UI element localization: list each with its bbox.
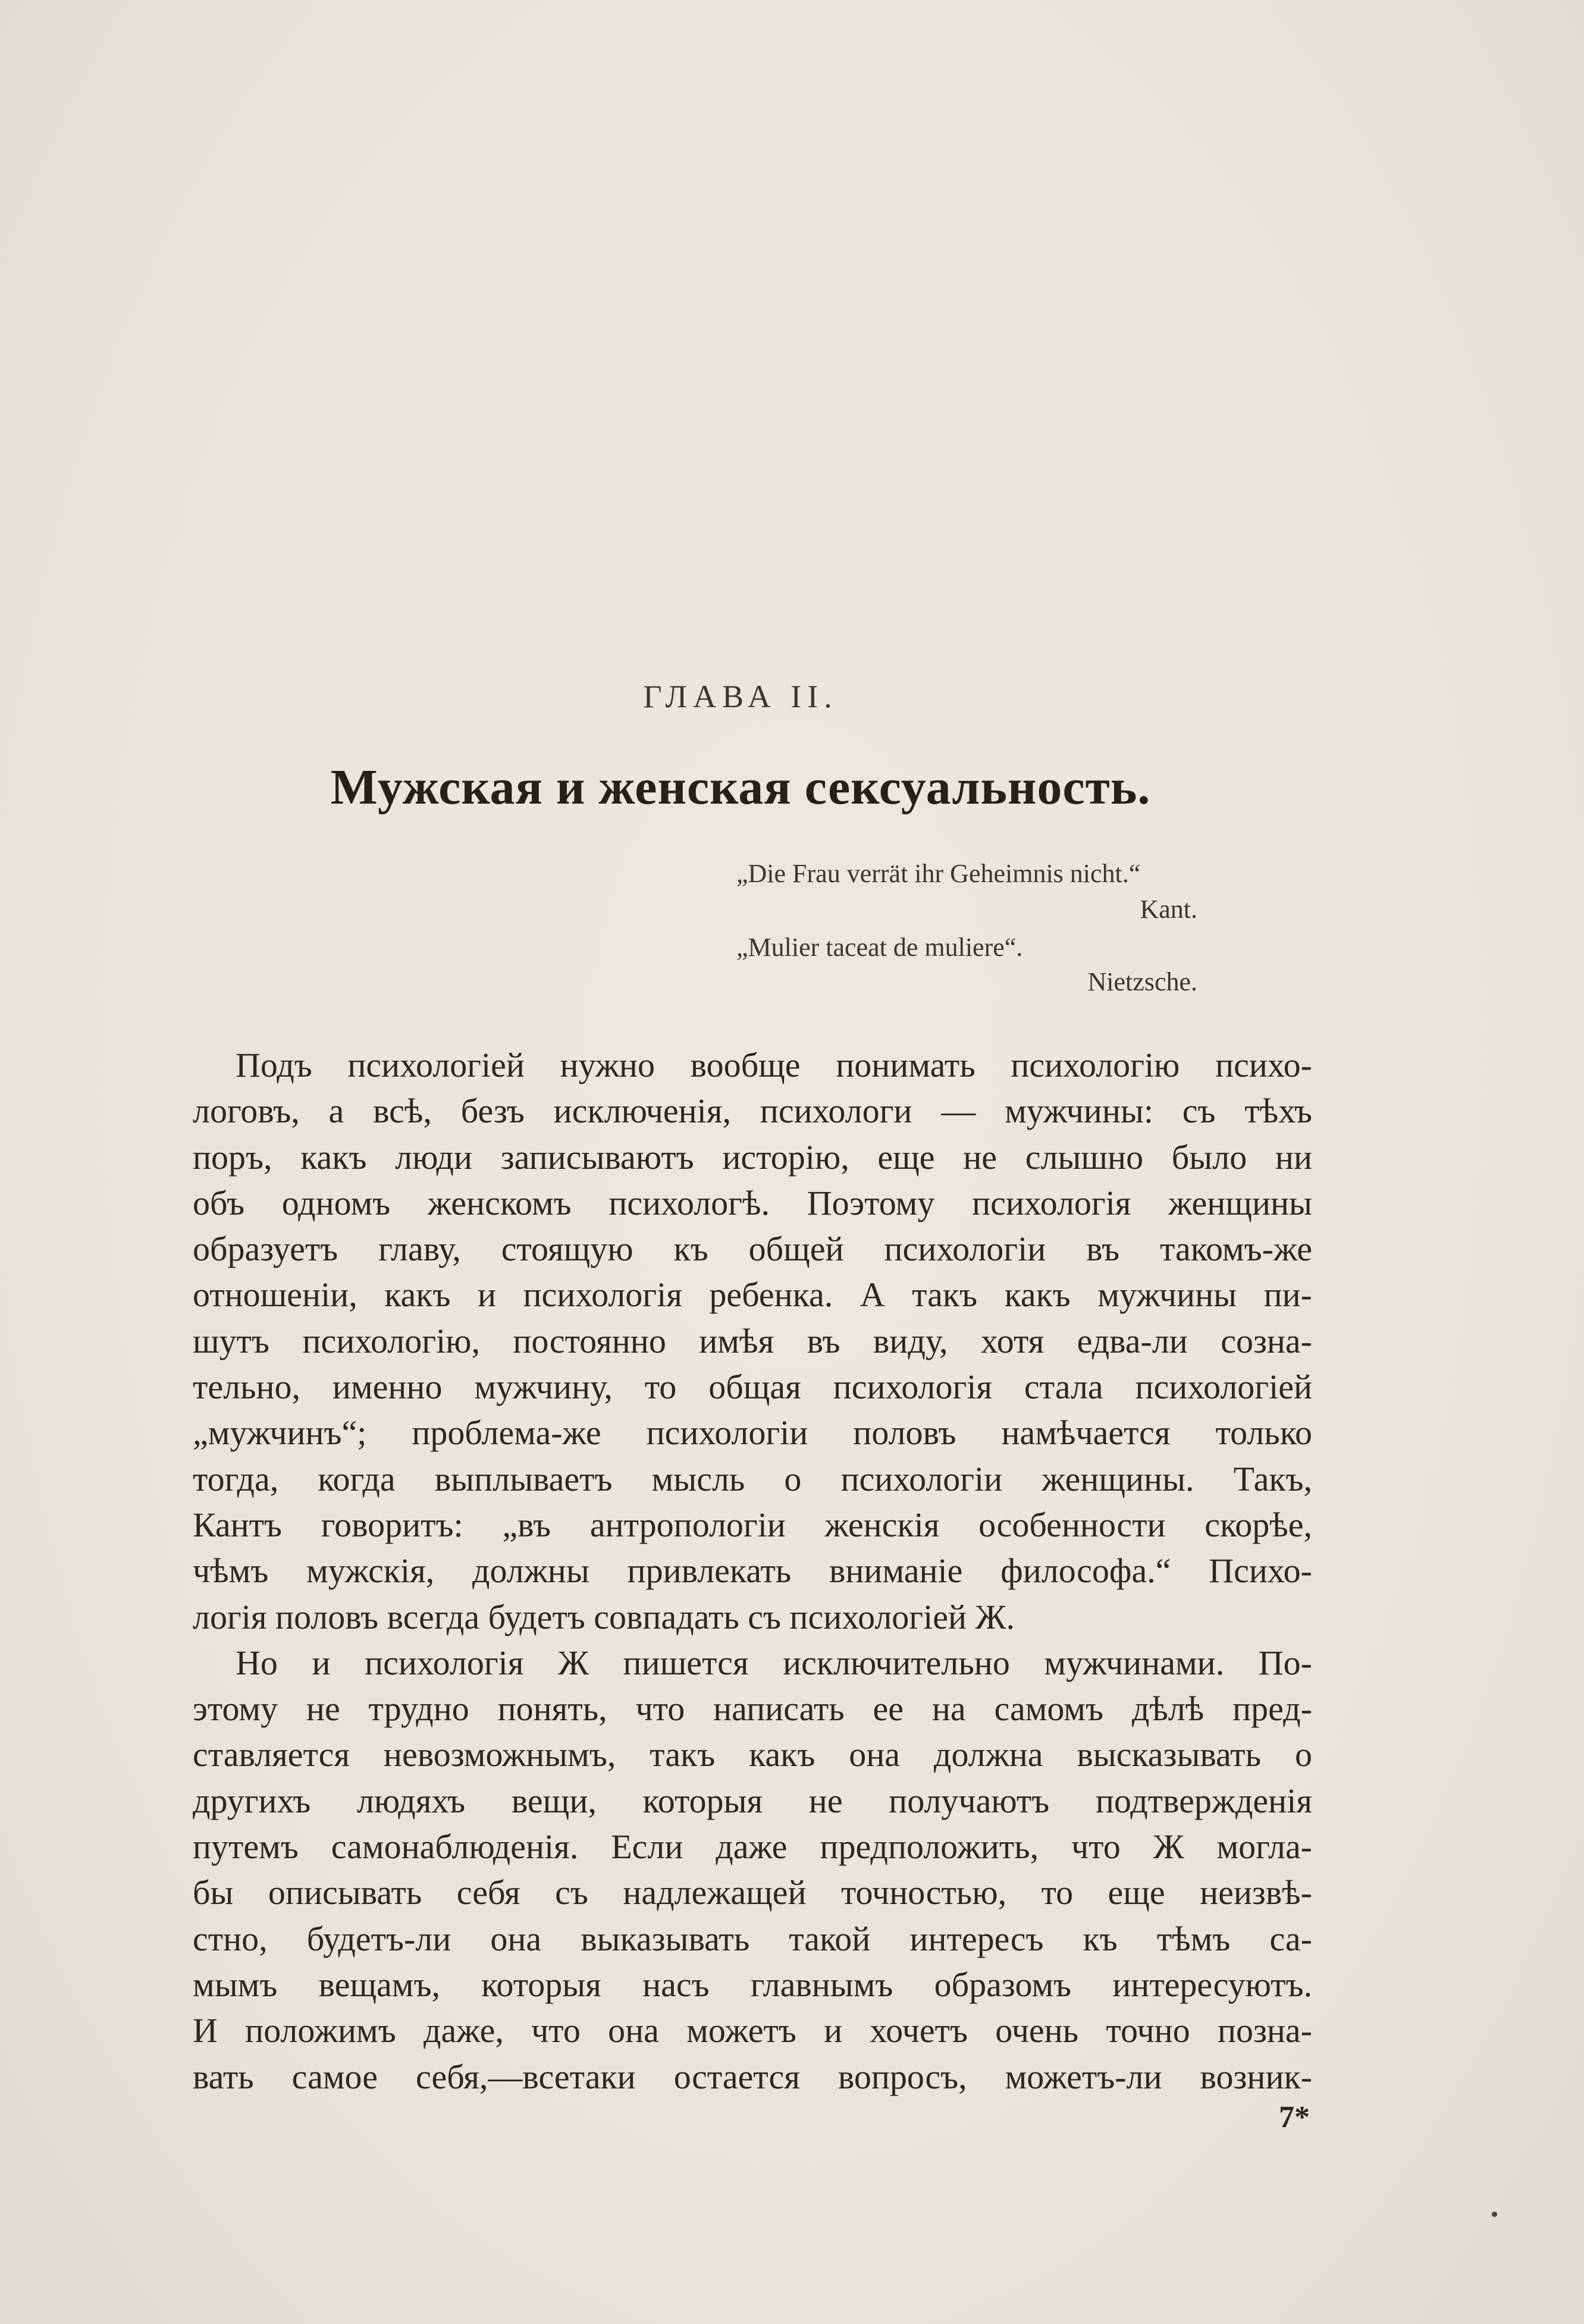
text-line: бы описывать себя съ надлежащей точностью, то еще неизвѣ- [193, 1873, 1312, 1912]
text-line: И положимъ даже, что она можетъ и хочетъ очень точно позна- [193, 2011, 1312, 2050]
chapter-heading: ГЛАВА II. [643, 679, 838, 714]
text-line: мымъ вещамъ, которыя насъ главнымъ образомъ интересуютъ. [193, 1965, 1312, 2004]
text-line: „мужчинъ“; проблема-же психологіи половъ намѣчается только [193, 1413, 1312, 1453]
text-line: вать самое себя,—всетаки остается вопросъ, можетъ-ли возник- [193, 2057, 1312, 2096]
ink-speck [1492, 2212, 1497, 2217]
text-line: другихъ людяхъ вещи, которыя не получаютъ подтвержденія [193, 1781, 1312, 1820]
text-line: логовъ, а всѣ, безъ исключенія, психологи — мужчины: съ тѣхъ [193, 1092, 1312, 1131]
text-line: шутъ психологію, постоянно имѣя въ виду, хотя едва-ли созна- [193, 1321, 1312, 1360]
text-line: Подъ психологіей нужно вообще понимать психологію психо- [236, 1046, 1312, 1084]
text-line: поръ, какъ люди записываютъ исторію, еще не слышно было ни [193, 1137, 1312, 1177]
body-text [193, 1042, 1312, 2100]
text-line: Кантъ говоритъ: „въ антропологіи женскія особенности скорѣе, [193, 1505, 1312, 1544]
text-line: стно, будетъ-ли она выказывать такой интересъ къ тѣмъ са- [193, 1919, 1312, 1958]
chapter-title: Мужская и женская сексуальность. [330, 760, 1151, 815]
text-line: тельно, именно мужчину, то общая психологія стала психологіей [193, 1368, 1312, 1407]
epigraph-quote: „Die Frau verrät ihr Geheimnis nicht.“ [736, 859, 1141, 888]
paragraph [193, 1640, 1312, 2100]
text-line: образуетъ главу, стоящую къ общей психологіи въ такомъ-же [193, 1230, 1312, 1269]
text-line: ставляется невозможнымъ, такъ какъ она должна высказывать о [193, 1735, 1312, 1774]
paragraph [193, 1042, 1312, 1640]
epigraph-author: Nietzsche. [1087, 967, 1197, 996]
text-line: объ одномъ женскомъ психологѣ. Поэтому психологія женщины [193, 1183, 1312, 1222]
text-line: Но и психологія Ж пишется исключительно мужчинами. По- [236, 1643, 1312, 1682]
text-line: отношеніи, какъ и психологія ребенка. А такъ какъ мужчины пи- [193, 1275, 1312, 1315]
text-line: путемъ самонаблюденія. Если даже предположить, что Ж могла- [193, 1827, 1312, 1867]
epigraph-author: Kant. [1140, 895, 1197, 924]
text-line: тогда, когда выплываетъ мысль о психологіи женщины. Такъ, [193, 1459, 1312, 1498]
text-line: этому не трудно понять, что написать ее на самомъ дѣлѣ пред- [193, 1689, 1312, 1729]
text-line: логія половъ всегда будетъ совпадать съ психологіей Ж. [193, 1597, 1015, 1636]
page-number: 7* [1279, 2100, 1310, 2134]
text-line: чѣмъ мужскія, должны привлекать вниманіе философа.“ Психо- [193, 1551, 1312, 1591]
epigraph-quote: „Mulier taceat de muliere“. [736, 933, 1023, 962]
